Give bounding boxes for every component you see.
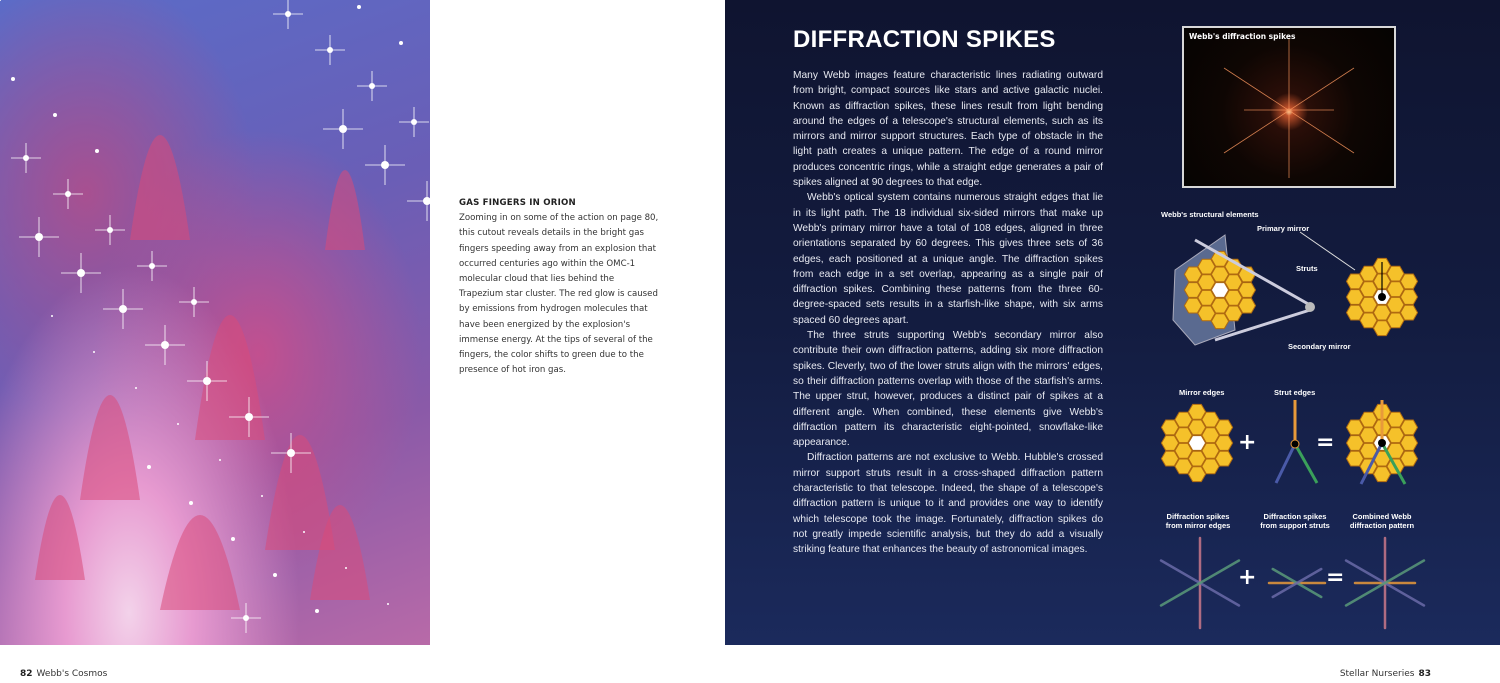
star — [273, 0, 303, 29]
plus-sign: + — [1238, 565, 1257, 590]
star — [93, 351, 95, 353]
mirror-segment — [1401, 274, 1418, 289]
star-core — [273, 573, 277, 577]
strut-edges — [1276, 400, 1317, 483]
page-title: DIFFRACTION SPIKES — [793, 26, 1056, 53]
page-number: 82 — [20, 669, 33, 679]
star — [219, 459, 221, 461]
page-number: 83 — [1418, 669, 1431, 679]
footer-left — [16, 669, 107, 679]
star — [0, 0, 1, 1]
star — [231, 537, 235, 541]
primary-mirror-label: Primary mirror — [1257, 224, 1310, 233]
star — [145, 325, 185, 365]
star — [95, 149, 99, 153]
star — [11, 77, 15, 81]
gas-finger — [325, 170, 365, 250]
running-title: Webb's Cosmos — [36, 669, 108, 679]
star-core — [147, 465, 151, 469]
star-core — [11, 77, 15, 81]
secondary-mirror-label: Secondary mirror — [1288, 342, 1351, 351]
star — [147, 465, 151, 469]
mirror-segment — [1401, 436, 1418, 451]
star — [357, 71, 387, 101]
star — [357, 5, 361, 9]
photo-caption — [459, 196, 659, 378]
star — [315, 35, 345, 65]
star-core — [51, 315, 53, 317]
caption-text: Zooming in on some of the action on page 80, this cutout reveals details in the bright gas fingers speeding away from an explosion that occurred centuries ago within the OMC-1 molecular cloud that lies behind the Trapezium star cluster. The red glow is caused by emissions from hydrogen molecules that have been energized by the explosion's immense energy. At the tips of several of the fingers, the color shifts to green due to the presence of hot iron gas. — [459, 213, 659, 376]
struts-label: Struts — [1296, 264, 1318, 273]
mirror-segment — [1401, 420, 1418, 435]
star-core — [345, 567, 347, 569]
star — [323, 109, 363, 149]
star-core — [93, 351, 95, 353]
diffraction-diagram — [725, 0, 1500, 645]
star — [273, 573, 277, 577]
star — [179, 287, 209, 317]
combined-spikes — [1346, 538, 1424, 628]
strut-left — [1276, 444, 1295, 483]
equals-sign: = — [1316, 430, 1335, 455]
mirror-segment — [1239, 283, 1256, 298]
photo-label: Webb's diffraction spikes — [1189, 32, 1296, 41]
center — [1378, 439, 1386, 447]
footer-right — [1340, 669, 1435, 679]
star — [61, 253, 101, 293]
mirror-edges-hexes — [1161, 404, 1232, 481]
strut-hub — [1291, 440, 1299, 448]
star — [103, 289, 143, 329]
caption-title: GAS FINGERS IN ORION — [459, 198, 576, 208]
gas-finger — [35, 495, 85, 580]
star — [399, 41, 403, 45]
star-core — [387, 603, 389, 605]
gas-finger — [160, 515, 240, 610]
paragraph: Webb's optical system contains numerous straight edges that lie in its light path. The 18 individual six-sided mirrors that make up Webb's primary mirror have a total of 108 edges, aligned in three orientations separated by 60 degrees. This gives three sets of 36 edges, each positioned at a unique angle. The diffraction spikes from each edge in a set overlap, appearing as a single pair of diffraction spikes. Combining these patterns from the three 60-degree-spaced sets results in a starfish-like shape, with six arms spaced 60 degrees apart. — [793, 192, 1103, 326]
star-core — [135, 387, 137, 389]
star — [53, 179, 83, 209]
gas-finger — [130, 135, 190, 240]
star — [407, 181, 430, 221]
nebula-art — [0, 0, 430, 645]
star — [11, 143, 41, 173]
star-core — [177, 423, 179, 425]
secondary-mirror — [1305, 302, 1315, 312]
star-core — [261, 495, 263, 497]
star — [315, 609, 319, 613]
structural-elements-label: Webb's structural elements — [1161, 210, 1259, 219]
star-core — [0, 0, 1, 1]
paragraph: The three struts supporting Webb's secondary mirror also contribute their own diffraction patterns, adding six more diffraction spikes. Cleverly, two of the lower struts align with the mirrors' edges, so their diffraction patterns overlap with those of the starfish's arms. The upper strut, however, produces a distinct pair of spikes at a different angle. When combined, these elements give Webb's diffraction pattern its characteristic eight-pointed, snowflake-like appearance. — [793, 330, 1103, 449]
star — [177, 423, 179, 425]
equals-sign: = — [1326, 565, 1345, 590]
mirror-segment — [1215, 420, 1232, 435]
star-core — [303, 531, 305, 533]
leader-line — [1300, 232, 1355, 270]
star — [51, 315, 53, 317]
diffraction-spikes-panel — [725, 0, 1500, 645]
star-core — [189, 501, 193, 505]
mirror-spikes — [1161, 538, 1239, 628]
mirror-segment — [1215, 451, 1232, 466]
mirror-segment — [1239, 298, 1256, 313]
strut-right — [1295, 444, 1317, 483]
star-core — [315, 609, 319, 613]
paragraph: Many Webb images feature characteristic lines radiating outward from bright, compact sources like stars and active galactic nuclei. Known as diffraction spikes, these lines result from light bending around the edges of a telescope's structural elements, such as its mirrors and mirror support structures. Each type of obstacle in the light path creates a unique pattern. The edge of a round mirror produces concentric rings, while a straight edge generates a pair of spikes aligned at 90 degrees to that edge. — [793, 70, 1103, 189]
mirror-segment — [1401, 290, 1418, 305]
star — [135, 387, 137, 389]
star — [365, 145, 405, 185]
combined-pattern-label: Combined Webb diffraction pattern — [1349, 512, 1415, 530]
plus-sign: + — [1238, 430, 1257, 455]
mirror-segment — [1401, 451, 1418, 466]
star — [399, 107, 429, 137]
spikes-struts-label: Diffraction spikes from support struts — [1260, 512, 1330, 530]
running-title: Stellar Nurseries — [1339, 669, 1415, 679]
star — [53, 113, 57, 117]
star — [345, 567, 347, 569]
mirror-segment — [1401, 305, 1418, 320]
mirror-segment — [1215, 436, 1232, 451]
star — [387, 603, 389, 605]
star-core — [219, 459, 221, 461]
star-core — [95, 149, 99, 153]
star — [137, 251, 167, 281]
star — [95, 215, 125, 245]
strut-edges-label: Strut edges — [1274, 388, 1316, 397]
star — [19, 217, 59, 257]
gas-finger — [80, 395, 140, 500]
star — [303, 531, 305, 533]
star-core — [231, 537, 235, 541]
spikes-mirror-label: Diffraction spikes from mirror edges — [1165, 512, 1231, 530]
star — [261, 495, 263, 497]
star-core — [399, 41, 403, 45]
strut-spikes — [1269, 569, 1325, 597]
star-core — [357, 5, 361, 9]
orion-gas-fingers-photo — [0, 0, 430, 645]
star — [189, 501, 193, 505]
paragraph: Diffraction patterns are not exclusive to Webb. Hubble's crossed mirror support struts result in a cross-shaped diffraction pattern characteristic to that telescope. Indeed, the shape of a telescope's diffraction pattern is unique to it and provides one way to identify which telescope took the image. Fortunately, diffraction spikes do not greatly impede scientific analysis, but they do add a visually striking feature that enhances the beauty of astronomical images. — [793, 452, 1103, 556]
star-core — [53, 113, 57, 117]
mirror-edges-label: Mirror edges — [1179, 388, 1225, 397]
